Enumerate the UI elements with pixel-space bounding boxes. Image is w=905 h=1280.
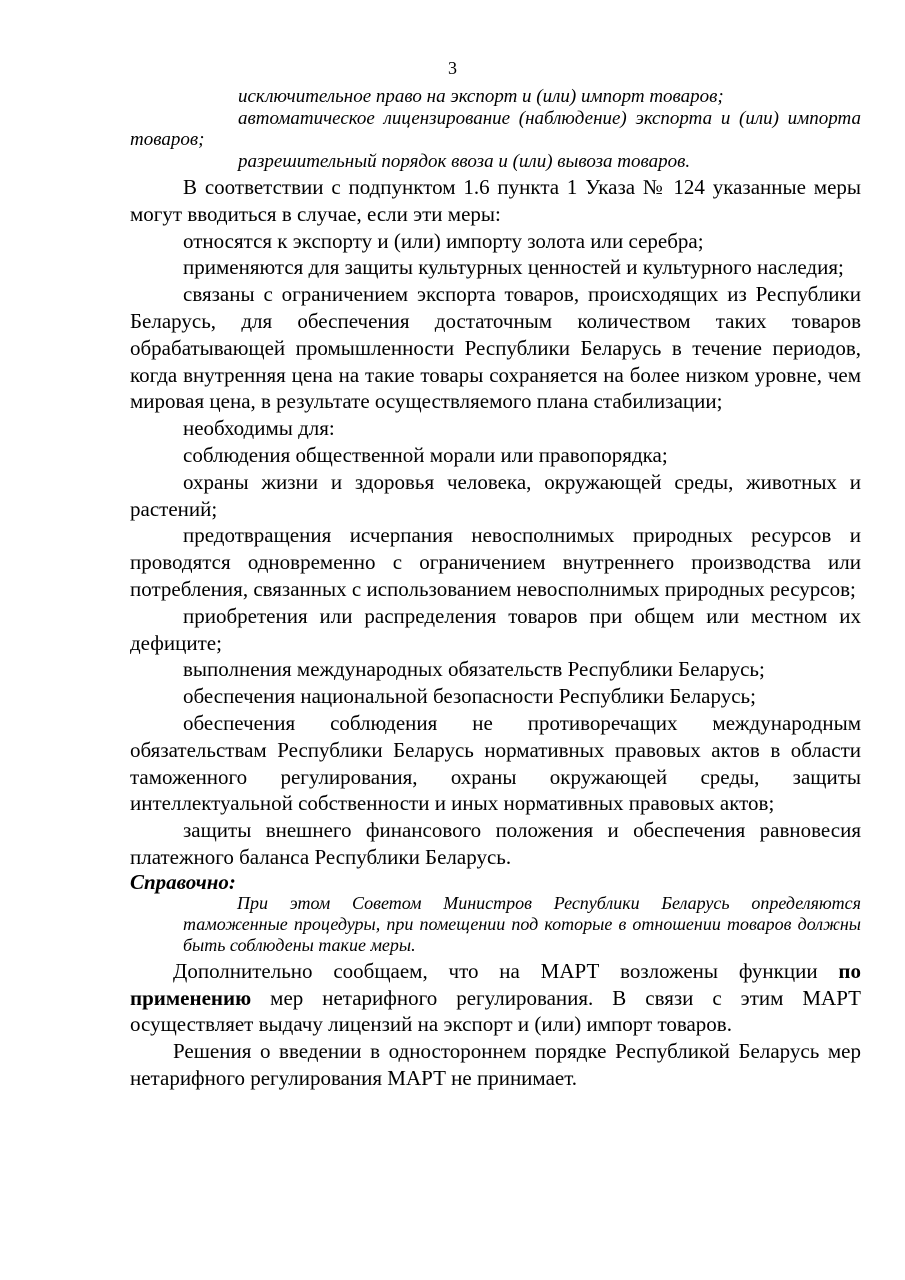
paragraph: обеспечения национальной безопасности Республики Беларусь; [183, 684, 756, 709]
paragraph: охраны жизни и здоровья человека, окружающей среды, животных и растений; [130, 469, 861, 521]
closing-bold-phrase: по применению [130, 958, 861, 1010]
intro-item: автоматическое лицензирование (наблюдение) экспорта и (или) импорта товаров; [130, 107, 861, 150]
closing-paragraph: Решения о введении в одностороннем порядке Республикой Беларусь мер нетарифного регулирования МАРТ не принимает. [130, 1039, 861, 1090]
paragraph: соблюдения общественной морали или правопорядка; [183, 442, 668, 467]
paragraph: обеспечения соблюдения не противоречащих международным обязательствам Республики Беларусь нормативных правовых актов в области таможенного регулирования, охраны окружающей среды, защиты интеллектуальной собственности и иных нормативных правовых актов; [130, 710, 861, 816]
paragraph: необходимы для: [183, 416, 335, 441]
reference-note: При этом Советом Министров Республики Беларусь определяются таможенные процедуры, при помещении под которые в отношении товаров должны быть соблюдены такие меры. [183, 892, 861, 955]
paragraph: приобретения или распределения товаров при общем или местном их дефиците; [130, 603, 861, 655]
closing-text-start: Дополнительно сообщаем, что на МАРТ возложены функции [173, 958, 839, 983]
page-number: 3 [448, 58, 457, 78]
intro-item: исключительное право на экспорт и (или) импорт товаров; [238, 86, 724, 107]
paragraph: выполнения международных обязательств Республики Беларусь; [183, 657, 765, 682]
paragraph: защиты внешнего финансового положения и обеспечения равновесия платежного баланса Республики Беларусь. [130, 818, 861, 869]
closing-paragraph [130, 958, 861, 1038]
paragraph: предотвращения исчерпания невосполнимых природных ресурсов и проводятся одновременно с ограничением внутреннего производства или потребления, связанных с использованием невосполнимых природных ресурсов; [130, 523, 861, 601]
intro-item: разрешительный порядок ввоза и (или) вывоза товаров. [238, 150, 691, 172]
paragraph: относятся к экспорту и (или) импорту золота или серебра; [183, 228, 704, 253]
paragraph: связаны с ограничением экспорта товаров, происходящих из Республики Беларусь, для обеспечения достаточным количеством таких товаров обрабатывающей промышленности Республики Беларусь в течение периодов, когда внутренняя цена на такие товары сохраняется на более низком уровне, чем мировая цена, в результате осуществляемого плана стабилизации; [130, 282, 861, 414]
closing-text-end: мер нетарифного регулирования. В связи с этим МАРТ осуществляет выдачу лицензий на экспорт и (или) импорт товаров. [130, 985, 861, 1037]
paragraph: применяются для защиты культурных ценностей и культурного наследия; [183, 255, 844, 280]
reference-heading: Справочно: [130, 869, 236, 894]
document-body [130, 86, 861, 1092]
paragraph: В соответствии с подпунктом 1.6 пункта 1 Указа № 124 указанные меры могут вводиться в случае, если эти меры: [130, 175, 861, 226]
